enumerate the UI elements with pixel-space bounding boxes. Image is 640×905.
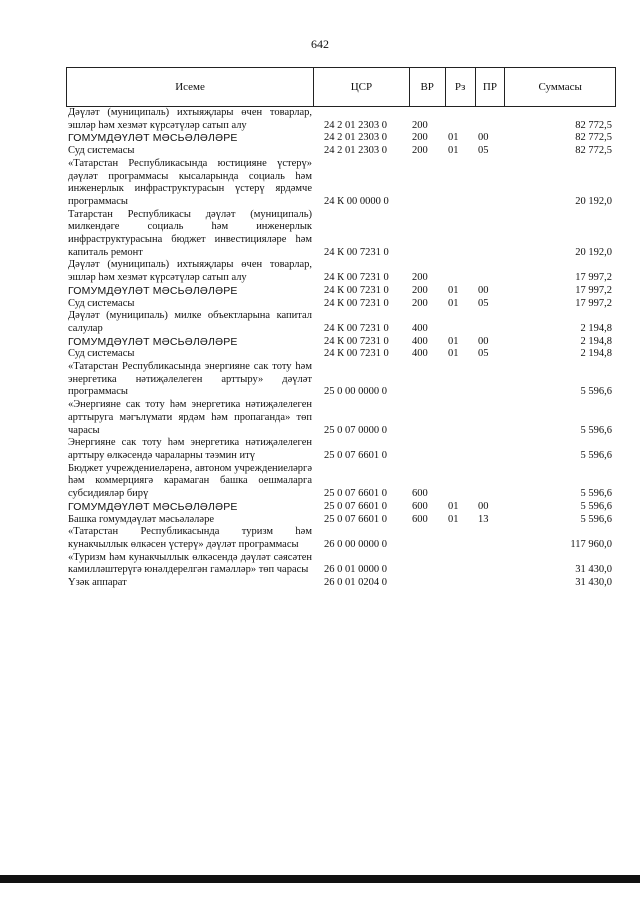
row-name: Энергияне сак тоту һәм энергетика нәтиҗәлелеген арттыру өлкәсендә чараларны тәэмин итү: [68, 437, 312, 461]
row-csr: 25 0 07 6601 0: [324, 500, 387, 512]
row-rz: 01: [448, 284, 459, 296]
table-row: [66, 399, 616, 437]
row-name: Башка гомумдәүләт мәсьәләләре: [68, 513, 214, 525]
header-vr: ВР: [410, 68, 446, 106]
row-name: ГОМУМДӘҮЛӘТ МӘСЬӘЛӘЛӘРЕ: [68, 500, 238, 513]
row-name: ГОМУМДӘҮЛӘТ МӘСЬӘЛӘЛӘРЕ: [68, 284, 238, 297]
row-csr: 24 К 00 7231 0: [324, 297, 389, 309]
page-number: 642: [311, 37, 329, 51]
row-rz: 01: [448, 348, 459, 360]
budget-table: [66, 67, 616, 590]
row-vr: 200: [412, 272, 428, 284]
row-csr: 24 К 00 7231 0: [324, 335, 389, 347]
row-csr: 24 2 01 2303 0: [324, 119, 387, 131]
table-row: [66, 552, 616, 577]
row-sum: 5 596,6: [580, 513, 612, 525]
row-csr: 24 2 01 2303 0: [324, 132, 387, 144]
table-row: [66, 132, 616, 145]
row-name: ГОМУМДӘҮЛӘТ МӘСЬӘЛӘЛӘРЕ: [68, 335, 238, 348]
row-name: «Татарстан Республикасында туризм һәм кунакчыллык өлкәсен үстерү» дәүләт программасы: [68, 526, 312, 550]
row-csr: 24 К 00 7231 0: [324, 246, 389, 258]
table-row: [66, 514, 616, 527]
table-row: [66, 463, 616, 501]
row-csr: 26 0 01 0000 0: [324, 564, 387, 576]
row-sum: 17 997,2: [575, 297, 612, 309]
row-name: Үзәк аппарат: [68, 577, 127, 589]
row-vr: 200: [412, 119, 428, 131]
row-vr: 400: [412, 335, 428, 347]
row-name: Дәүләт (муниципаль) ихтыяҗлары өчен товарлар, эшләр һәм хезмәт күрсәтүләр сатып алу: [68, 107, 312, 131]
table-row: [66, 348, 616, 361]
row-csr: 25 0 07 0000 0: [324, 424, 387, 436]
row-pr: 13: [478, 513, 489, 525]
row-name: Суд системасы: [68, 348, 135, 360]
row-sum: 17 997,2: [575, 284, 612, 296]
row-csr: 26 0 01 0204 0: [324, 577, 387, 589]
row-name: ГОМУМДӘҮЛӘТ МӘСЬӘЛӘЛӘРЕ: [68, 132, 238, 145]
row-sum: 17 997,2: [575, 272, 612, 284]
row-name: Суд системасы: [68, 297, 135, 309]
header-rz: Рз: [446, 68, 476, 106]
table-row: [66, 107, 616, 132]
row-rz: 01: [448, 335, 459, 347]
row-sum: 82 772,5: [575, 132, 612, 144]
table-row: [66, 209, 616, 260]
table-row: [66, 158, 616, 209]
row-rz: 01: [448, 500, 459, 512]
row-vr: 200: [412, 297, 428, 309]
row-csr: 25 0 07 6601 0: [324, 449, 387, 461]
row-rz: 01: [448, 132, 459, 144]
row-name: Татарстан Республикасы дәүләт (муниципаль) милкендәге социаль һәм инженерлык инфраструктурасына бюджет инвестицияләре һәм капиталь ремонт: [68, 208, 312, 258]
table-row: [66, 501, 616, 514]
table-row: [66, 526, 616, 551]
table-row: [66, 145, 616, 158]
header-csr: ЦСР: [314, 68, 410, 106]
scan-bottom-edge: [0, 875, 640, 883]
row-pr: 05: [478, 145, 489, 157]
row-sum: 117 960,0: [570, 538, 612, 550]
table-body: [66, 107, 616, 590]
row-sum: 5 596,6: [580, 424, 612, 436]
row-csr: 25 0 00 0000 0: [324, 386, 387, 398]
row-vr: 200: [412, 145, 428, 157]
row-csr: 24 К 00 7231 0: [324, 272, 389, 284]
row-sum: 82 772,5: [575, 119, 612, 131]
header-name: Исеме: [67, 68, 314, 106]
row-name: Бюджет учреждениеләренә, автоном учреждениеләргә һәм коммерциягә карамаган башка оешмаларга субсидияләр бирү: [68, 462, 312, 500]
row-sum: 20 192,0: [575, 246, 612, 258]
row-pr: 05: [478, 348, 489, 360]
row-pr: 05: [478, 297, 489, 309]
header-pr: ПР: [476, 68, 506, 106]
row-pr: 00: [478, 500, 489, 512]
row-name: «Татарстан Республикасында энергияне сак тоту һәм энергетика нәтиҗәлелеген арттыру» дәүләт программасы: [68, 361, 312, 398]
row-name: Дәүләт (муниципаль) милке объектларына капитал салулар: [68, 310, 312, 334]
header-sum: Суммасы: [538, 81, 582, 93]
row-csr: 25 0 07 6601 0: [324, 488, 387, 500]
row-pr: 00: [478, 335, 489, 347]
table-row: [66, 310, 616, 335]
row-csr: 24 2 01 2303 0: [324, 145, 387, 157]
row-rz: 01: [448, 297, 459, 309]
row-csr: 25 0 07 6601 0: [324, 513, 387, 525]
row-vr: 400: [412, 348, 428, 360]
row-sum: 5 596,6: [580, 500, 612, 512]
table-row: [66, 336, 616, 349]
row-sum: 5 596,6: [580, 449, 612, 461]
row-vr: 400: [412, 322, 428, 334]
row-sum: 31 430,0: [575, 577, 612, 589]
row-rz: 01: [448, 145, 459, 157]
row-sum: 5 596,6: [580, 488, 612, 500]
row-sum: 5 596,6: [580, 386, 612, 398]
row-rz: 01: [448, 513, 459, 525]
table-header: [66, 67, 616, 107]
table-row: [66, 361, 616, 399]
row-sum: 2 194,8: [580, 335, 612, 347]
row-name: Суд системасы: [68, 145, 135, 157]
table-row: [66, 298, 616, 311]
row-pr: 00: [478, 132, 489, 144]
row-name: Дәүләт (муниципаль) ихтыяҗлары өчен товарлар, эшләр һәм хезмәт күрсәтүләр сатып алу: [68, 259, 312, 284]
row-vr: 200: [412, 284, 428, 296]
row-csr: 24 К 00 7231 0: [324, 348, 389, 360]
row-csr: 26 0 00 0000 0: [324, 538, 387, 550]
row-sum: 2 194,8: [580, 322, 612, 334]
row-sum: 20 192,0: [575, 195, 612, 207]
table-row: [66, 285, 616, 298]
row-vr: 600: [412, 488, 428, 500]
row-sum: 2 194,8: [580, 348, 612, 360]
row-csr: 24 К 00 7231 0: [324, 284, 389, 296]
row-csr: 24 К 00 7231 0: [324, 322, 389, 334]
table-row: [66, 437, 616, 462]
row-pr: 00: [478, 284, 489, 296]
row-vr: 600: [412, 500, 428, 512]
row-vr: 600: [412, 513, 428, 525]
row-name: «Туризм һәм кунакчыллык өлкәсендә дәүләт сәясәтен камилләштерүгә юнәлдерелгән гамәлләр» төп чарасы: [68, 551, 312, 576]
row-csr: 24 К 00 0000 0: [324, 195, 389, 207]
row-sum: 31 430,0: [575, 564, 612, 576]
row-vr: 200: [412, 132, 428, 144]
row-name: «Энергияне сак тоту һәм энергетика нәтиҗәлелеген арттыруга мәгълүмати ярдәм һәм пропаганда» төп чарасы: [68, 399, 312, 436]
row-name: «Татарстан Республикасында юстицияне үстерү» дәүләт программасы кысаларында социаль һәм инженерлык инфраструктурасын үстерү ярдәмче программасы: [68, 157, 312, 207]
table-row: [66, 577, 616, 590]
row-sum: 82 772,5: [575, 145, 612, 157]
table-row: [66, 259, 616, 284]
